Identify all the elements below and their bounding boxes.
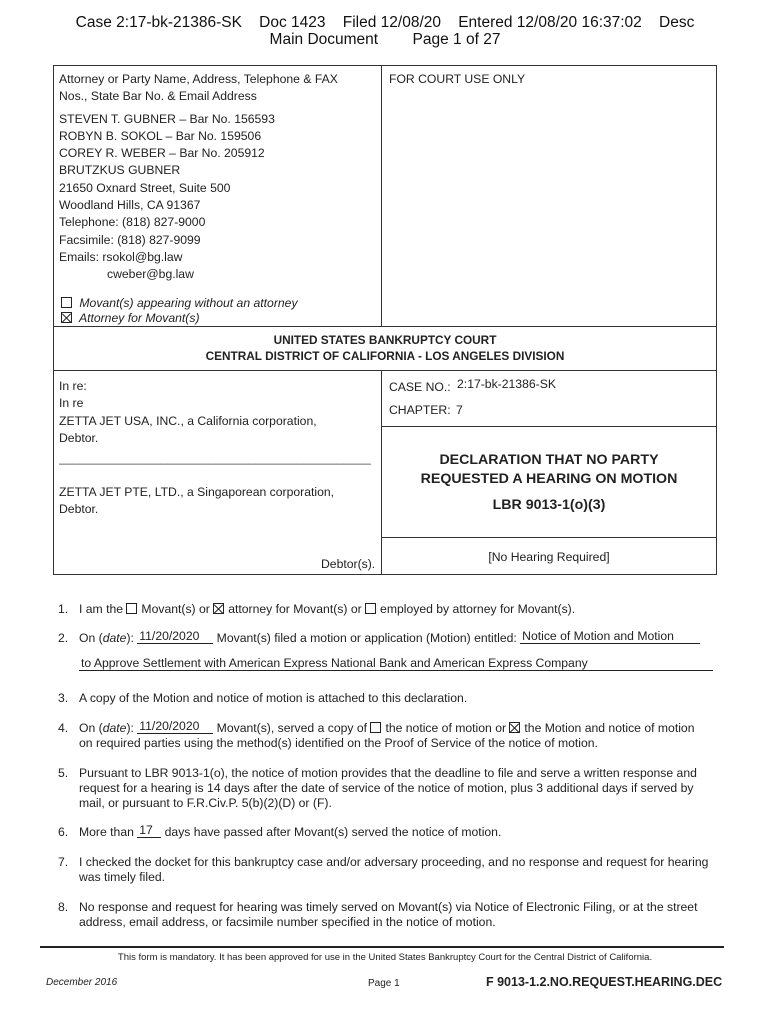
in-re-line-2: ZETTA JET USA, INC., a California corporation,: [59, 413, 317, 428]
case-header-line2: Main Document Page 1 of 27: [269, 31, 501, 48]
footer-rule: [40, 946, 724, 948]
paragraph-4: 4. On (date): 11/20/2020 Movant(s), served a copy of the notice of motion or the Motion and notice of motion on required parties using the method(s) identified on the Proof of Service of the notice of motion.: [58, 719, 695, 750]
debtors-label: Debtor(s).: [321, 557, 376, 571]
checkbox-attorney-for-movant-p1[interactable]: [213, 603, 224, 614]
frame-right: [716, 65, 717, 575]
firm-email-2: cweber@bg.law: [107, 267, 194, 282]
frame-bottom: [53, 574, 717, 575]
motion-title-line1: Notice of Motion and Motion: [520, 629, 700, 644]
firm-facsimile: Facsimile: (818) 827-9099: [59, 232, 201, 247]
firm-email-1: Emails: rsokol@bg.law: [59, 249, 183, 264]
attorney-name-2: ROBYN B. SOKOL – Bar No. 159506: [59, 128, 262, 143]
divider-upper: [381, 65, 382, 326]
motion-served-date: 11/20/2020: [137, 719, 213, 734]
attorney-name-3: COREY R. WEBER – Bar No. 205912: [59, 146, 265, 161]
footer-date: December 2016: [46, 977, 118, 988]
footer-form-id: F 9013-1.2.NO.REQUEST.HEARING.DEC: [486, 975, 723, 989]
in-re-separator: ______________________________________________: [59, 451, 371, 465]
case-header-line1: Case 2:17-bk-21386-SK Doc 1423 Filed 12/08/20 Entered 12/08/20 16:37:02 Desc: [75, 14, 695, 31]
checkbox-notice-of-motion[interactable]: [370, 722, 381, 733]
in-re-block: [59, 378, 379, 447]
divider-title: [381, 537, 717, 538]
motion-title-line2: to Approve Settlement with American Express National Bank and American Express Company: [79, 656, 713, 671]
checkbox-employed-by-attorney[interactable]: [365, 603, 376, 614]
firm-city: Woodland Hills, CA 91367: [59, 198, 201, 213]
attorney-name-1: STEVEN T. GUBNER – Bar No. 156593: [59, 111, 275, 126]
court-use-label: FOR COURT USE ONLY: [389, 72, 526, 86]
motion-filed-date: 11/20/2020: [137, 629, 213, 644]
frame-left: [53, 65, 54, 575]
divider-inre: [53, 370, 717, 371]
case-number: CASE NO.: 2:17-bk-21386-SK: [389, 377, 556, 394]
in-re-second-debtor: ZETTA JET PTE, LTD., a Singaporean corporation, Debtor.: [59, 485, 335, 517]
days-passed: 17: [137, 823, 161, 838]
frame-top: [53, 65, 717, 66]
paragraph-2-cont: [58, 656, 728, 671]
court-name: UNITED STATES BANKRUPTCY COURT CENTRAL DISTRICT OF CALIFORNIA - LOS ANGELES DIVISION: [205, 333, 565, 363]
option-attorney-for-movant[interactable]: Attorney for Movant(s): [61, 310, 200, 327]
chapter-value: 7: [456, 403, 463, 417]
footer-mandatory-note: This form is mandatory. It has been approved for use in the United States Bankruptcy Court for the Central District of California.: [117, 952, 653, 963]
paragraph-1: 1. I am the Movant(s) or attorney for Movant(s) or employed by attorney for Movant(s).: [58, 602, 576, 616]
firm-street: 21650 Oxnard Street, Suite 500: [59, 180, 231, 195]
checkbox-movant[interactable]: [126, 603, 137, 614]
attorney-box: [59, 71, 377, 284]
paragraph-8: 8. No response and request for hearing was timely served on Movant(s) via Notice of Electronic Filing, or at the street address, email address, or facsimile number specified in the notice of motion.: [58, 900, 698, 929]
option-without-attorney[interactable]: Movant(s) appearing without an attorney: [61, 295, 298, 312]
attorney-label: Attorney or Party Name, Address, Telephone & FAX Nos., State Bar No. & Email Address: [59, 72, 338, 104]
footer-page: Page 1: [368, 978, 400, 989]
no-hearing-label: [No Hearing Required]: [488, 550, 610, 564]
in-re-line-1: In re: [59, 396, 84, 411]
chapter: CHAPTER: 7: [389, 403, 463, 417]
divider-case: [381, 426, 717, 427]
checkbox-without-attorney[interactable]: [61, 297, 72, 308]
paragraph-5: 5. Pursuant to LBR 9013-1(o), the notice of motion provides that the deadline to file and serve a written response and request for a hearing is 14 days after the date of service of the notice of motion, plus 3 additional days if served by mail, or pursuant to F.R.Civ.P. 5(b)(2)(D) or (F).: [58, 766, 697, 810]
paragraph-2: 2. On (date): 11/20/2020 Movant(s) filed a motion or application (Motion) entitled: Notice of Motion and Motion: [58, 631, 728, 646]
checkbox-motion-and-notice[interactable]: [509, 722, 520, 733]
firm-telephone: Telephone: (818) 827-9000: [59, 215, 206, 230]
checkbox-attorney-for-movant[interactable]: [61, 312, 72, 323]
paragraph-6: 6. More than 17 days have passed after Movant(s) served the notice of motion.: [58, 823, 502, 839]
in-re-label: In re:: [59, 379, 87, 393]
paragraph-7: 7. I checked the docket for this bankruptcy case and/or adversary proceeding, and no response and request for hearing was timely filed.: [58, 855, 709, 884]
case-number-value: 2:17-bk-21386-SK: [457, 377, 556, 391]
in-re-line-3: Debtor.: [59, 430, 99, 445]
firm-name: BRUTZKUS GUBNER: [59, 163, 181, 178]
document-title: DECLARATION THAT NO PARTY REQUESTED A HEARING ON MOTION LBR 9013-1(o)(3): [420, 452, 678, 513]
paragraph-3: 3. A copy of the Motion and notice of motion is attached to this declaration.: [58, 691, 468, 705]
